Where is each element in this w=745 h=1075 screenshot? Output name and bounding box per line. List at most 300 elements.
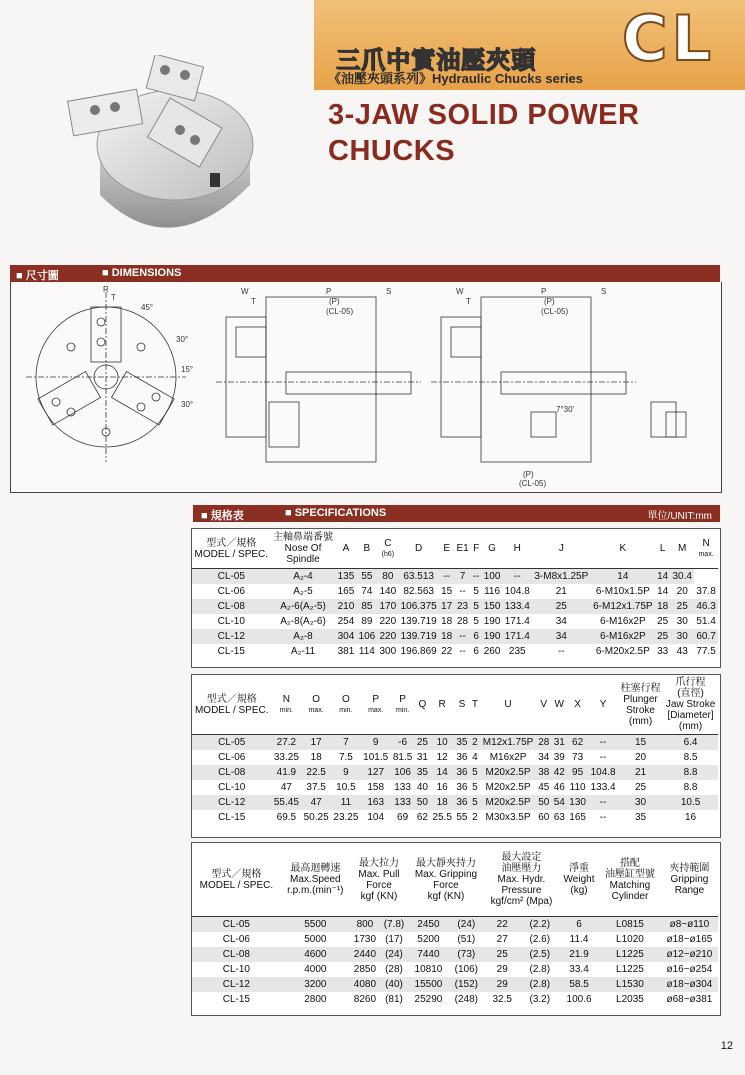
table1-header-7 bbox=[454, 530, 470, 568]
table-cell: 55 bbox=[456, 811, 468, 823]
table-cell: 6 bbox=[473, 630, 479, 642]
table-cell: 34 bbox=[555, 615, 567, 627]
table-row bbox=[192, 599, 718, 614]
table-cell: 8.5 bbox=[683, 751, 698, 763]
table1-header-1 bbox=[271, 530, 336, 568]
table1-header-0 bbox=[192, 530, 271, 568]
table-cell: 9 bbox=[372, 736, 379, 748]
table3-header-text: Cylinder bbox=[611, 890, 649, 902]
table-cell: CL-10 bbox=[217, 615, 245, 627]
table3-header-3 bbox=[408, 844, 484, 916]
table-cell: 7 bbox=[459, 570, 466, 582]
table-cell: A₂-5 bbox=[293, 585, 313, 597]
table3-header-text: 油壓壓力 bbox=[501, 863, 542, 875]
table-cell: 55.45 bbox=[273, 796, 299, 808]
table-cell: 6.4 bbox=[683, 736, 698, 748]
table-cell: 127 bbox=[367, 766, 385, 778]
table-cell: 50.25 bbox=[303, 811, 329, 823]
table3-header-text: r.p.m.(min⁻¹) bbox=[287, 885, 344, 897]
table-cell: 300 bbox=[379, 645, 397, 657]
table-cell: 81.5 bbox=[392, 751, 413, 763]
table-cell: -- bbox=[459, 630, 466, 642]
table-cell: 28 bbox=[538, 736, 550, 748]
table-cell: 4600 bbox=[304, 948, 327, 960]
table-cell: 29 bbox=[496, 978, 508, 990]
table-cell: 2800 bbox=[304, 993, 327, 1005]
table3-header-text: Gripping bbox=[670, 874, 709, 886]
table2-header-text: P bbox=[399, 693, 406, 705]
table3-header-text: 最高迴轉速 bbox=[290, 863, 341, 875]
table-cell: M12x1.75P bbox=[482, 736, 534, 748]
table1-header-5 bbox=[398, 530, 439, 568]
table-cell: L1020 bbox=[616, 933, 644, 945]
table-cell: CL-06 bbox=[218, 751, 246, 763]
table2-header-text: U bbox=[504, 699, 512, 711]
table-cell: (106) bbox=[454, 963, 478, 975]
table-cell: 140 bbox=[379, 585, 397, 597]
table-cell: -- bbox=[459, 585, 466, 597]
svg-text:45°: 45° bbox=[141, 303, 154, 312]
table-cell: 101.5 bbox=[363, 751, 389, 763]
table-cell: 34 bbox=[555, 630, 567, 642]
svg-text:(CL-05): (CL-05) bbox=[519, 479, 547, 488]
table-cell: 135 bbox=[337, 570, 355, 582]
table-cell: -- bbox=[459, 645, 466, 657]
table1-header-text: MODEL / SPEC. bbox=[194, 548, 269, 560]
table-cell: 33.4 bbox=[569, 963, 589, 975]
table2-header-sub: max. bbox=[368, 706, 384, 714]
table-cell: 18 bbox=[310, 751, 322, 763]
table2-header-16 bbox=[663, 676, 718, 734]
table-cell: 21 bbox=[634, 766, 647, 778]
table-cell: 190 bbox=[483, 630, 501, 642]
table-cell: 46.3 bbox=[696, 600, 716, 612]
table-cell: 196.869 bbox=[400, 645, 437, 657]
table-cell: ø68~ø381 bbox=[666, 993, 713, 1005]
table-cell: 260 bbox=[483, 645, 501, 657]
table-cell: 50 bbox=[538, 796, 550, 808]
table-cell: 5 bbox=[472, 766, 478, 778]
table-cell: 17 bbox=[310, 736, 322, 748]
table-cell: -- bbox=[599, 751, 607, 763]
table3-header-6 bbox=[599, 844, 661, 916]
table-cell: CL-08 bbox=[217, 600, 245, 612]
table-cell: 6-M10x1.5P bbox=[595, 585, 650, 597]
table-cell: ø18~ø165 bbox=[666, 933, 713, 945]
table-cell: 114 bbox=[358, 645, 375, 657]
table-cell: ø18~ø304 bbox=[666, 978, 713, 990]
table1-header-text: J bbox=[558, 543, 564, 555]
table-cell: 100 bbox=[483, 570, 501, 582]
table-cell: (2.6) bbox=[529, 933, 551, 945]
svg-text:P: P bbox=[326, 287, 332, 296]
table-row bbox=[192, 629, 718, 644]
table-cell: 60 bbox=[538, 811, 550, 823]
table3-header-text: Max. Hydr. bbox=[497, 874, 546, 886]
table-cell: -6 bbox=[398, 736, 408, 748]
table2-header-10 bbox=[480, 676, 536, 734]
table-row bbox=[192, 644, 718, 659]
table1-header-text: F bbox=[473, 543, 480, 555]
table-cell: 163 bbox=[367, 796, 385, 808]
table-cell: 55 bbox=[361, 570, 373, 582]
table-cell: 210 bbox=[337, 600, 355, 612]
table-cell: 190 bbox=[483, 615, 501, 627]
svg-text:(CL-05): (CL-05) bbox=[541, 307, 569, 316]
table3-header-text: Max. Pull bbox=[358, 868, 400, 880]
table3-header-text: 最大設定 bbox=[501, 852, 542, 864]
table3-header-text: kgf/cm² (Mpa) bbox=[490, 896, 553, 908]
table-cell: (248) bbox=[454, 993, 478, 1005]
svg-text:30°: 30° bbox=[176, 335, 189, 344]
table-cell: 36 bbox=[456, 766, 468, 778]
table-cell: 2850 bbox=[353, 963, 377, 975]
table-cell: 220 bbox=[379, 630, 397, 642]
svg-text:W: W bbox=[241, 287, 249, 296]
table1-header-text: D bbox=[415, 543, 423, 555]
table-cell: 5 bbox=[473, 600, 479, 612]
table-cell: 36 bbox=[456, 751, 468, 763]
table-cell: 33.25 bbox=[273, 751, 299, 763]
table-cell: 4 bbox=[472, 751, 478, 763]
table-cell: 5000 bbox=[304, 933, 327, 945]
table-cell: CL-10 bbox=[218, 781, 246, 793]
table-cell: 25290 bbox=[414, 993, 443, 1005]
table-cell: CL-05 bbox=[217, 570, 245, 582]
table-cell: 110 bbox=[569, 781, 586, 793]
table-cell: 5500 bbox=[304, 918, 327, 930]
table-cell: 74 bbox=[361, 585, 373, 597]
header-banner bbox=[314, 0, 745, 90]
table3-header-text: Max.Speed bbox=[290, 874, 341, 886]
table-cell: M16x2P bbox=[489, 751, 527, 763]
svg-text:P: P bbox=[541, 287, 547, 296]
table3-header-text: 淨重 bbox=[569, 863, 590, 875]
table2-header-15 bbox=[618, 676, 663, 734]
table-cell: 38 bbox=[538, 766, 550, 778]
table3-header-text: Pressure bbox=[501, 885, 542, 897]
table-cell: 18 bbox=[436, 796, 448, 808]
table1-header-text: 主軸鼻端番號 bbox=[273, 532, 334, 544]
svg-text:(P): (P) bbox=[544, 297, 555, 306]
table-cell: (51) bbox=[457, 933, 476, 945]
table1-header-text: K bbox=[619, 543, 627, 555]
table1-header-sub: (h6) bbox=[381, 550, 395, 558]
table-cell: 35 bbox=[634, 811, 647, 823]
table-cell: 62 bbox=[416, 811, 428, 823]
table-cell: (2.8) bbox=[529, 978, 551, 990]
table3-header-2 bbox=[350, 844, 408, 916]
table2-header-text: N bbox=[282, 693, 290, 705]
table-cell: 150 bbox=[483, 600, 501, 612]
table-cell: CL-06 bbox=[217, 585, 245, 597]
table-cell: 22 bbox=[496, 918, 508, 930]
table-cell: 21 bbox=[555, 585, 567, 597]
table-cell: 1730 bbox=[353, 933, 377, 945]
table1-header-3 bbox=[356, 530, 377, 568]
table-cell: 7.5 bbox=[338, 751, 353, 763]
table-cell: 50 bbox=[416, 796, 428, 808]
table-cell: L1530 bbox=[616, 978, 644, 990]
table-cell: 16 bbox=[436, 781, 448, 793]
table-cell: M20x2.5P bbox=[485, 781, 531, 793]
table-cell: 25 bbox=[416, 736, 428, 748]
table-cell: 89 bbox=[361, 615, 373, 627]
table-cell: 15 bbox=[441, 585, 453, 597]
table1-header-text: 型式／規格 bbox=[206, 537, 257, 549]
table-cell: 25 bbox=[555, 600, 567, 612]
table-cell: 58.5 bbox=[569, 978, 589, 990]
table2-header-text: S bbox=[458, 699, 466, 711]
table-cell: A₂-4 bbox=[293, 570, 313, 582]
table-cell: 18 bbox=[657, 600, 669, 612]
table2-header-1 bbox=[272, 676, 302, 734]
svg-text:(P): (P) bbox=[329, 297, 340, 306]
table-cell: 381 bbox=[337, 645, 355, 657]
table2-header-9 bbox=[470, 676, 480, 734]
table-cell: 63 bbox=[553, 811, 565, 823]
table-cell: 6 bbox=[576, 918, 582, 930]
table-cell: 18 bbox=[441, 615, 453, 627]
table3-header-text: 型式／規格 bbox=[211, 868, 262, 880]
table2-header-6 bbox=[415, 676, 431, 734]
table-cell: 46 bbox=[553, 781, 565, 793]
table-cell: 133 bbox=[394, 796, 411, 808]
table-cell: 51.4 bbox=[696, 615, 716, 627]
table2-header-4 bbox=[361, 676, 391, 734]
table2-header-0 bbox=[192, 676, 272, 734]
table-cell: CL-15 bbox=[218, 811, 246, 823]
table-cell: 12 bbox=[436, 751, 448, 763]
table-cell: 116 bbox=[484, 585, 501, 597]
table-cell: 3200 bbox=[304, 978, 327, 990]
table2-header-text: P bbox=[372, 693, 380, 705]
table-cell: 7440 bbox=[417, 948, 440, 960]
table1-header-6 bbox=[439, 530, 454, 568]
table2-header-2 bbox=[301, 676, 331, 734]
table-cell: (81) bbox=[385, 993, 403, 1005]
table1-header-14 bbox=[670, 530, 694, 568]
table-cell: 25 bbox=[657, 615, 669, 627]
table-cell: 304 bbox=[337, 630, 355, 642]
table-cell: (28) bbox=[385, 963, 403, 975]
dimensions-header bbox=[10, 265, 720, 282]
table-cell: 3-M8x1.25P bbox=[534, 570, 589, 582]
table-cell: CL-08 bbox=[222, 948, 250, 960]
table-cell: 130 bbox=[569, 796, 586, 808]
table-cell: 82.563 bbox=[403, 585, 434, 597]
table2-header-text: (mm) bbox=[678, 721, 703, 733]
table-cell: 69.5 bbox=[276, 811, 297, 823]
table-cell: 22.5 bbox=[306, 766, 326, 778]
table-cell: 27 bbox=[496, 933, 508, 945]
table-cell: -- bbox=[557, 645, 565, 657]
table-cell: 165 bbox=[337, 585, 355, 597]
table3-header-text: 最大靜夾持力 bbox=[415, 857, 476, 869]
table-cell: 158 bbox=[367, 781, 385, 793]
table-cell: 2440 bbox=[353, 948, 377, 960]
table-cell: 43 bbox=[676, 645, 688, 657]
table-cell: 16 bbox=[684, 811, 697, 823]
table1-header-10 bbox=[503, 530, 532, 568]
table-cell: 220 bbox=[379, 615, 397, 627]
table-row bbox=[192, 734, 718, 750]
table1-header-9 bbox=[482, 530, 503, 568]
table-cell: 18 bbox=[441, 630, 453, 642]
table2-header-text: MODEL / SPEC. bbox=[194, 704, 269, 716]
table-cell: 31 bbox=[553, 736, 565, 748]
table2-header-text: Stroke bbox=[626, 704, 655, 716]
table-cell: L2035 bbox=[616, 993, 644, 1005]
table1-header-text: Nose Of bbox=[284, 543, 322, 555]
table3-header-text: 搭配 bbox=[619, 857, 640, 869]
table-cell: 60.7 bbox=[696, 630, 716, 642]
table-cell: (17) bbox=[385, 933, 403, 945]
table-cell: 9 bbox=[343, 766, 349, 778]
table-cell: 2 bbox=[472, 736, 478, 748]
table-cell: 5 bbox=[472, 796, 478, 808]
table2-header-text: Jaw Stroke bbox=[665, 699, 716, 711]
table2-header-text: 爪行程 bbox=[675, 677, 706, 689]
svg-text:S: S bbox=[386, 287, 392, 296]
table-cell: 800 bbox=[356, 918, 374, 930]
table-cell: 41.9 bbox=[276, 766, 297, 778]
table2-header-text: Q bbox=[418, 699, 427, 711]
table2-header-5 bbox=[391, 676, 415, 734]
table-cell: (73) bbox=[457, 948, 476, 960]
table-row bbox=[192, 992, 718, 1007]
table-row bbox=[192, 765, 718, 780]
table-row bbox=[192, 977, 718, 992]
table2-header-sub: min. bbox=[339, 706, 353, 714]
table-cell: 23 bbox=[456, 600, 469, 612]
table2-header-text: 型式／規格 bbox=[206, 693, 257, 705]
table-cell: 10810 bbox=[414, 963, 443, 975]
table3-header-text: MODEL / SPEC. bbox=[199, 879, 274, 891]
table-cell: -- bbox=[599, 736, 607, 748]
table-cell: 63.513 bbox=[403, 570, 434, 582]
table-cell: 45 bbox=[538, 781, 550, 793]
table-cell: 37.5 bbox=[306, 781, 326, 793]
table-cell: 15500 bbox=[414, 978, 443, 990]
svg-text:15°: 15° bbox=[181, 365, 194, 374]
svg-text:T: T bbox=[111, 293, 116, 302]
table-cell: A₂-11 bbox=[290, 645, 316, 657]
title-chinese: 三爪中實油壓夾頭 bbox=[336, 47, 536, 74]
table-cell: ø16~ø254 bbox=[666, 963, 713, 975]
dimension-drawings bbox=[10, 282, 722, 493]
table-cell: 32.5 bbox=[492, 993, 512, 1005]
table-cell: 42 bbox=[553, 766, 565, 778]
table1-header-13 bbox=[655, 530, 670, 568]
table-cell: 33 bbox=[657, 645, 669, 657]
table-cell: 104.8 bbox=[504, 585, 530, 597]
table-cell: (7.8) bbox=[383, 918, 405, 930]
table-cell: (2.5) bbox=[529, 948, 551, 960]
table-cell: 25 bbox=[657, 630, 669, 642]
table-cell: 139.719 bbox=[400, 615, 437, 627]
table2-header-sub: max. bbox=[308, 706, 324, 714]
svg-text:R: R bbox=[103, 285, 109, 294]
svg-text:T: T bbox=[466, 297, 471, 306]
table-cell: 34 bbox=[538, 751, 550, 763]
table-cell: 29 bbox=[496, 963, 508, 975]
table2-header-13 bbox=[567, 676, 588, 734]
table-cell: 254 bbox=[337, 615, 355, 627]
table1-header-text: E bbox=[443, 543, 450, 555]
table-cell: 133.4 bbox=[590, 781, 616, 793]
table2-header-3 bbox=[331, 676, 361, 734]
table-cell: (24) bbox=[457, 918, 476, 930]
table-cell: A₂-6(A₂-5) bbox=[280, 600, 326, 612]
table-cell: 104.8 bbox=[590, 766, 616, 778]
table-cell: 171.4 bbox=[504, 630, 530, 642]
table1-header-text: B bbox=[363, 543, 371, 555]
table-cell: 11.4 bbox=[569, 933, 589, 945]
table-cell: 85 bbox=[361, 600, 373, 612]
table-cell: 47 bbox=[310, 796, 322, 808]
table-cell: 5200 bbox=[417, 933, 440, 945]
table-row bbox=[192, 810, 718, 825]
table-cell: 95 bbox=[572, 766, 584, 778]
table-cell: 25 bbox=[496, 948, 508, 960]
table3-header-text: Force bbox=[366, 879, 392, 891]
table1-header-text: N bbox=[702, 537, 710, 549]
table3-header-0 bbox=[192, 844, 281, 916]
table-cell: 39 bbox=[553, 751, 565, 763]
table3-header-text: 夾持範圍 bbox=[669, 863, 710, 875]
table3-header-text: Matching bbox=[609, 879, 651, 891]
dimensions-label-en: ■ DIMENSIONS bbox=[102, 267, 182, 279]
table-cell: A₂-8(A₂-6) bbox=[280, 615, 326, 627]
table-cell: 40 bbox=[416, 781, 428, 793]
table2-header-sub: min. bbox=[395, 706, 410, 714]
table-cell: 235 bbox=[508, 645, 526, 657]
table3-header-text: 最大拉力 bbox=[358, 857, 399, 869]
spec-table-2 bbox=[192, 676, 718, 825]
table-cell: 165 bbox=[569, 811, 586, 823]
title-line-2: CHUCKS bbox=[328, 135, 456, 167]
table-cell: 28 bbox=[456, 615, 469, 627]
table-cell: 47 bbox=[280, 781, 292, 793]
dimensions-label-cn: ■ 尺寸圖 bbox=[16, 270, 59, 282]
table-cell: CL-05 bbox=[222, 918, 250, 930]
table-cell: 104 bbox=[367, 811, 385, 823]
table-cell: 5 bbox=[473, 585, 479, 597]
table3-header-text: Force bbox=[433, 879, 459, 891]
svg-text:7°30': 7°30' bbox=[556, 405, 575, 414]
table-cell: 30 bbox=[634, 796, 647, 808]
table-cell: (3.2) bbox=[529, 993, 551, 1005]
table2-header-8 bbox=[454, 676, 470, 734]
table-cell: 5 bbox=[473, 615, 479, 627]
spec-table-1 bbox=[192, 530, 718, 659]
table-cell: 37.8 bbox=[696, 585, 716, 597]
table-cell: 62 bbox=[572, 736, 584, 748]
table-cell: 2450 bbox=[417, 918, 440, 930]
table-cell: CL-15 bbox=[217, 645, 245, 657]
spec-table-3 bbox=[192, 844, 718, 1007]
svg-text:(P): (P) bbox=[523, 470, 534, 479]
table-cell: -- bbox=[513, 570, 521, 582]
table-cell: 14 bbox=[657, 570, 669, 582]
page-title bbox=[328, 97, 639, 169]
table-cell: 14 bbox=[657, 585, 669, 597]
table1-header-text: E1 bbox=[456, 543, 469, 555]
table-cell: 4000 bbox=[304, 963, 327, 975]
table2-header-text: (mm) bbox=[628, 715, 653, 727]
table-cell: 106.375 bbox=[400, 600, 437, 612]
